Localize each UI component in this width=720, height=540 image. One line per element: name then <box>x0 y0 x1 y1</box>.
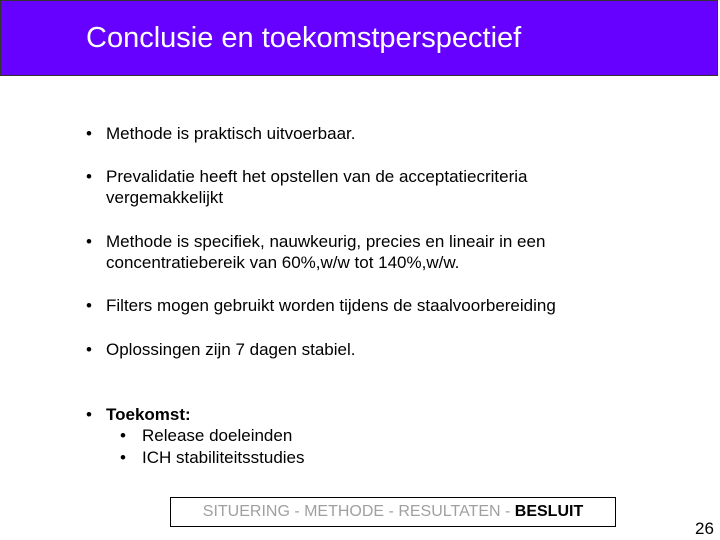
bullet-line: Methode is specifiek, nauwkeurig, precies en lineair in een <box>106 232 546 251</box>
bullet-marker: • <box>86 124 92 143</box>
bullet-marker: • <box>86 296 92 315</box>
bullet-text: Filters mogen gebruikt worden tijdens de staalvoorbereiding <box>106 296 556 315</box>
nav-active-section: BESLUIT <box>514 503 584 520</box>
bullet-marker: • <box>86 167 92 186</box>
page-number: 26 <box>695 519 714 538</box>
bullet-text: Toekomst: <box>106 405 191 424</box>
bullet-marker: • <box>86 340 92 359</box>
bullet-text: Methode is praktisch uitvoerbaar. <box>106 124 356 143</box>
nav-inactive-sections: SITUERING - METHODE - RESULTATEN - <box>202 503 515 520</box>
bullet-text <box>106 166 527 208</box>
bullet-line: vergemakkelijkt <box>106 188 224 207</box>
title-bar <box>0 0 718 76</box>
section-navigation <box>170 497 616 527</box>
bullet-marker: • <box>86 232 92 251</box>
bullet-marker: • <box>86 405 92 424</box>
slide-title: Conclusie en toekomstperspectief <box>86 22 522 54</box>
sub-bullet-marker: • <box>120 448 126 467</box>
bullet-line: concentratiebereik van 60%,w/w tot 140%,w/w. <box>106 253 460 272</box>
bullet-text: Oplossingen zijn 7 dagen stabiel. <box>106 340 356 359</box>
sub-bullet-text: ICH stabiliteitsstudies <box>142 448 305 467</box>
bullet-line: Prevalidatie heeft het opstellen van de acceptatiecriteria <box>106 167 528 186</box>
sub-bullet-text: Release doeleinden <box>142 426 293 445</box>
sub-bullet-marker: • <box>120 426 126 445</box>
bullet-text <box>106 231 545 273</box>
